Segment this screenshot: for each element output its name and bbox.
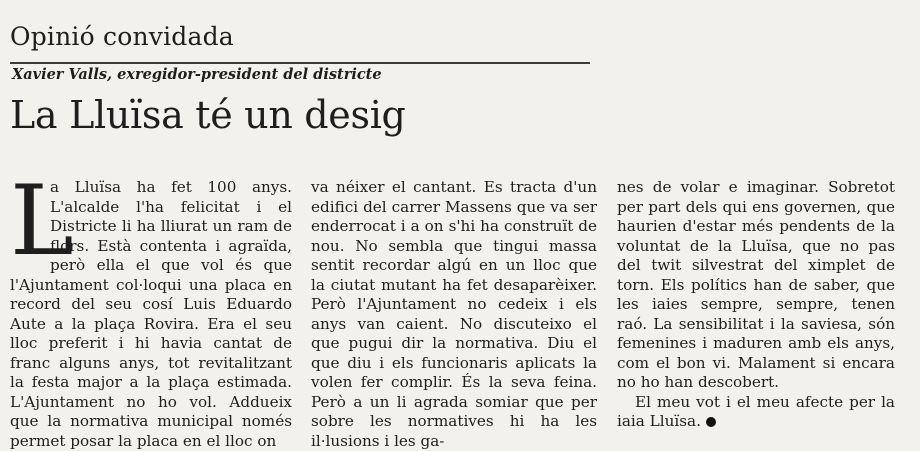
column-1-text: a Lluïsa ha fet 100 anys. L'alcalde l'ha felicitat i el Districte li ha lliurat un ram de flors. Està contenta i agraïda, però ella el que vol és que l'Ajuntament col·loqui una placa en record del seu cosí Luis Eduardo Aute a la plaça Rovira. Era el seu lloc preferit i hi havia cantat de franc alguns anys, tot revitalitzant la festa major a la plaça estimada. L'Ajuntament no ho vol. Addueix que la normativa municipal només permet posar la placa en el lloc on (10, 178, 292, 450)
section-rule (10, 62, 590, 64)
drop-cap: L (10, 165, 74, 277)
column-3-text: nes de volar e imaginar. Sobretot per part dels qui ens governen, que haurien d'estar més pendents de la voluntat de la Lluïsa, que no pas del twit silvestrat del ximplet de torn. Els polítics han de saber, que les iaies sempre, sempre, tenen raó. La sensibilitat i la saviesa, són femenines i maduren amb els anys, com el bon vi. Malament si encara no ho han descobert. (617, 178, 895, 391)
headline: La Lluïsa té un desig (10, 93, 406, 137)
column-2-text: va néixer el cantant. Es tracta d'un edifici del carrer Massens que va ser enderrocat i a on s'hi ha construït de nou. No sembla que tingui massa sentit recordar algú en un lloc que la ciutat mutant ha fet desaparèixer. Però l'Ajuntament no cedeix i els anys van caient. No discuteixo el que pugui dir la normativa. Diu el que diu i els funcionaris aplicats la volen fer complir. És la seva feina. Però a un li agrada somiar que per sobre les normatives hi ha les il·lusions i les ga- (311, 178, 597, 450)
end-mark-icon (706, 417, 716, 427)
article-column-3 (617, 178, 895, 432)
section-title: Opinió convidada (10, 22, 234, 51)
article-column-1 (10, 165, 292, 451)
closing-line: El meu vot i el meu afecte per la iaia Lluïsa. (617, 392, 895, 430)
byline: Xavier Valls, exregidor-president del districte (12, 66, 382, 83)
article-column-2 (311, 178, 597, 451)
